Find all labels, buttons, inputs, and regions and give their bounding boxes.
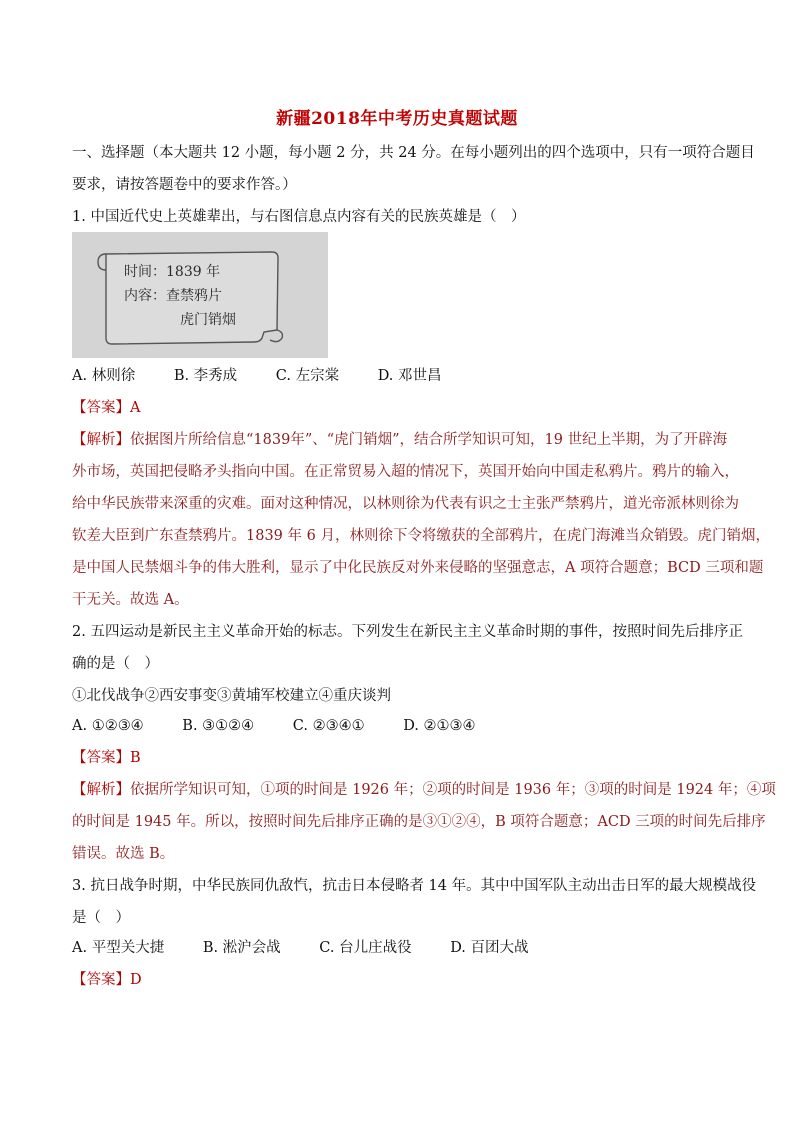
question-3-answer bbox=[72, 970, 724, 990]
q2-option-b: B. ③①②④ bbox=[182, 718, 255, 734]
figure-line-2: 内容：查禁鸦片 bbox=[124, 288, 222, 304]
q3-option-b: B. 淞沪会战 bbox=[202, 940, 281, 956]
section-intro-line-1: 一、选择题（本大题共 12 小题，每小题 2 分，共 24 分。在每小题列出的四个选项中，只有一项符合题目 bbox=[72, 145, 755, 161]
q1-option-d: D. 邓世昌 bbox=[377, 368, 442, 384]
q1-option-a: A. 林则徐 bbox=[72, 368, 136, 384]
question-1-analysis-line-6: 干无关。故选 A。 bbox=[72, 592, 189, 608]
q3-option-d: D. 百团大战 bbox=[450, 940, 529, 956]
question-2-stem-line-1: 2. 五四运动是新民主主义革命开始的标志。下列发生在新民主主义革命时期的事件，按照时间先后排序正 bbox=[72, 624, 743, 640]
answer-value: A bbox=[130, 400, 141, 416]
question-2-options bbox=[72, 716, 724, 736]
section-intro-line-2: 要求，请按答题卷中的要求作答。） bbox=[72, 177, 297, 193]
question-2-analysis-line-1 bbox=[72, 780, 776, 800]
question-1-answer bbox=[72, 398, 724, 418]
question-2-events: ①北伐战争②西安事变③黄埔军校建立④重庆谈判 bbox=[72, 688, 391, 704]
question-2-analysis-line-2: 的时间是 1945 年。所以，按照时间先后排序正确的是③①②④，B 项符合题意；ACD 三项的时间先后排序 bbox=[72, 814, 766, 830]
q1-option-c: C. 左宗棠 bbox=[275, 368, 340, 384]
answer-label: 【答案】 bbox=[72, 750, 130, 766]
q3-option-a: A. 平型关大捷 bbox=[72, 940, 165, 956]
figure-line-1: 时间：1839 年 bbox=[124, 264, 221, 280]
analysis-label: 【解析】 bbox=[72, 782, 130, 798]
analysis-text: 依据图片所给信息“1839年”、“虎门销烟”，结合所学知识可知，19 世纪上半期，为了开辟海 bbox=[130, 432, 728, 448]
q1-option-b: B. 李秀成 bbox=[173, 368, 238, 384]
question-1-analysis-line-4: 钦差大臣到广东查禁鸦片。1839 年 6 月，林则徐下令将缴获的全部鸦片，在虎门海滩当众销毁。虎门销烟， bbox=[72, 528, 770, 544]
answer-label: 【答案】 bbox=[72, 972, 130, 988]
figure-line-3: 虎门销烟 bbox=[180, 312, 236, 328]
question-2-answer bbox=[72, 748, 724, 768]
answer-label: 【答案】 bbox=[72, 400, 130, 416]
question-1-analysis-line-3: 给中华民族带来深重的灾难。面对这种情况，以林则徐为代表有识之士主张严禁鸦片，道光帝派林则徐为 bbox=[72, 496, 739, 512]
question-3-stem-line-2: 是（ ） bbox=[72, 910, 130, 926]
scroll-figure bbox=[72, 232, 328, 358]
page-title: 新疆2018年中考历史真题试题 bbox=[276, 109, 518, 129]
question-1-figure bbox=[72, 232, 328, 358]
question-1-options bbox=[72, 366, 724, 386]
analysis-text: 依据所学知识可知，①项的时间是 1926 年；②项的时间是 1936 年；③项的时间是 1924 年；④项 bbox=[130, 782, 776, 798]
q2-option-d: D. ②①③④ bbox=[403, 718, 476, 734]
answer-value: D bbox=[130, 972, 142, 988]
question-1-analysis-line-5: 是中国人民禁烟斗争的伟大胜利，显示了中化民族反对外来侵略的坚强意志，A 项符合题意；BCD 三项和题 bbox=[72, 560, 764, 576]
analysis-label: 【解析】 bbox=[72, 432, 130, 448]
q2-option-a: A. ①②③④ bbox=[72, 718, 144, 734]
question-1-analysis-line-1 bbox=[72, 430, 728, 450]
question-2-analysis-line-3: 错误。故选 B。 bbox=[72, 846, 175, 862]
question-1-analysis-line-2: 外市场，英国把侵略矛头指向中国。在正常贸易入超的情况下，英国开始向中国走私鸦片。鸦片的输入， bbox=[72, 464, 739, 480]
question-1-stem: 1. 中国近代史上英雄辈出，与右图信息点内容有关的民族英雄是（ ） bbox=[72, 209, 526, 225]
question-3-options bbox=[72, 938, 724, 958]
question-2-stem-line-2: 确的是（ ） bbox=[72, 656, 159, 672]
question-3-stem-line-1: 3. 抗日战争时期，中华民族同仇敌忾，抗击日本侵略者 14 年。其中中国军队主动出击日军的最大规模战役 bbox=[72, 878, 757, 894]
q2-option-c: C. ②③④① bbox=[292, 718, 365, 734]
q3-option-c: C. 台儿庄战役 bbox=[319, 940, 412, 956]
answer-value: B bbox=[130, 750, 141, 766]
